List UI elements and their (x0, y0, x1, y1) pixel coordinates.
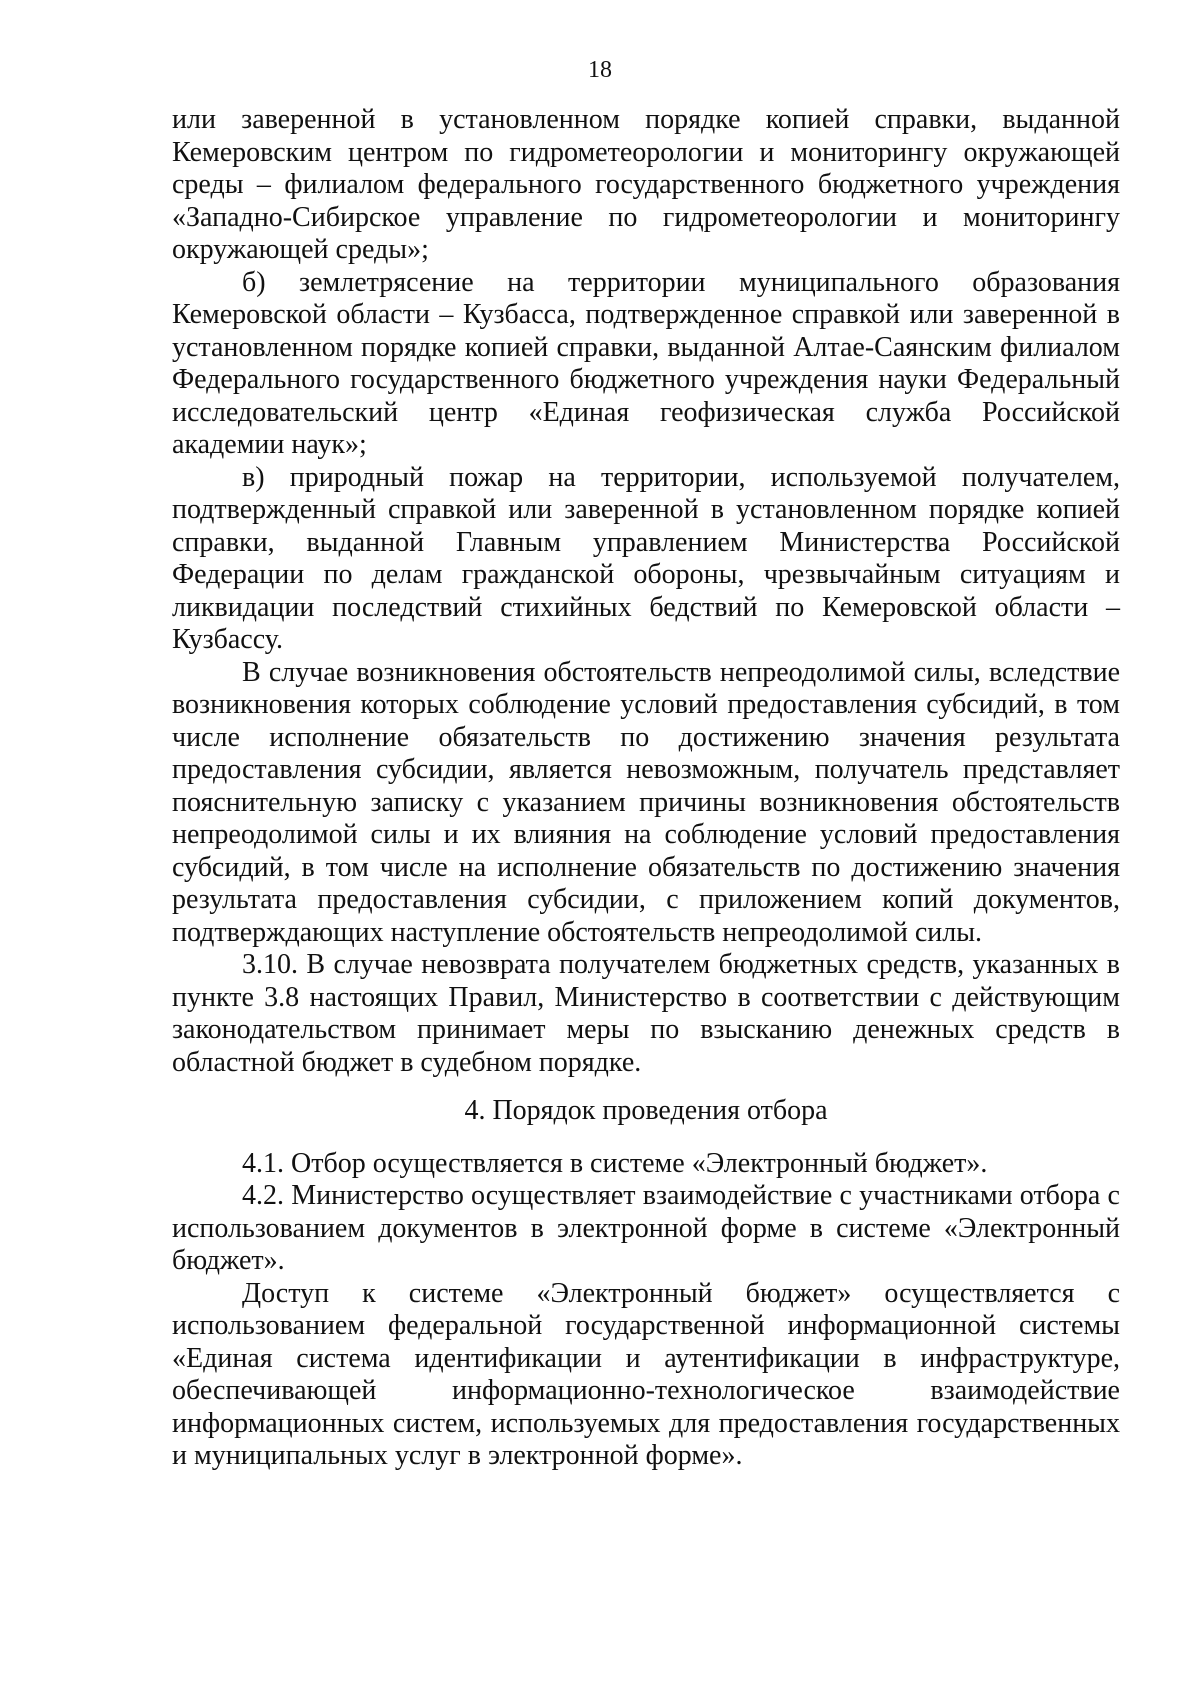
paragraph-4-2: 4.2. Министерство осуществляет взаимодействие с участниками отбора с использованием документов в электронной форме в системе «Электронный бюджет». (172, 1180, 1120, 1276)
paragraph-force-majeure: В случае возникновения обстоятельств непреодолимой силы, вследствие возникновения которых соблюдение условий предоставления субсидий, в том числе исполнение обязательств по достижению значения результата предоставления субсидии, является невозможным, получатель представляет пояснительную записку с указанием причины возникновения обстоятельств непреодолимой силы и их влияния на соблюдение условий предоставления субсидий, в том числе на исполнение обязательств по достижению значения результата предоставления субсидии, с приложением копий документов, подтверждающих наступление обстоятельств непреодолимой силы. (172, 656, 1120, 948)
paragraph-3-10: 3.10. В случае невозврата получателем бюджетных средств, указанных в пункте 3.8 настоящих Правил, Министерство в соответствии с действующим законодательством принимает меры по взысканию денежных средств в областной бюджет в судебном порядке. (172, 949, 1120, 1078)
paragraph-wildfire: в) природный пожар на территории, используемой получателем, подтвержденный справкой или заверенной в установленном порядке копией справки, выданной Главным управлением Министерства Российской Федерации по делам гражданской обороны, чрезвычайным ситуациям и ликвидации последствий стихийных бедствий по Кемеровской области – Кузбассу. (172, 461, 1120, 655)
paragraph-access: Доступ к системе «Электронный бюджет» осуществляется с использованием федеральной государственной информационной системы «Единая система идентификации и аутентификации в инфраструктуре, обеспечивающей информационно-технологическое взаимодействие информационных систем, используемых для предоставления государственных и муниципальных услуг в электронной форме». (172, 1277, 1120, 1471)
section-heading: 4. Порядок проведения отбора (464, 1095, 828, 1126)
page-number: 18 (588, 57, 612, 83)
paragraph-4-1: 4.1. Отбор осуществляется в системе «Электронный бюджет». (242, 1147, 988, 1179)
paragraph-continuation: или заверенной в установленном порядке копией справки, выданной Кемеровским центром по гидрометеорологии и мониторингу окружающей среды – филиалом федерального государственного бюджетного учреждения «Западно-Сибирское управление по гидрометеорологии и мониторингу окружающей среды»; (172, 104, 1120, 265)
document-body (172, 104, 1120, 1473)
paragraph-earthquake: б) землетрясение на территории муниципального образования Кемеровской области – Кузбасса, подтвержденное справкой или заверенной в установленном порядке копией справки, выданной Алтае-Саянским филиалом Федерального государственного бюджетного учреждения науки Федеральный исследовательский центр «Единая геофизическая служба Российской академии наук»; (172, 266, 1120, 460)
